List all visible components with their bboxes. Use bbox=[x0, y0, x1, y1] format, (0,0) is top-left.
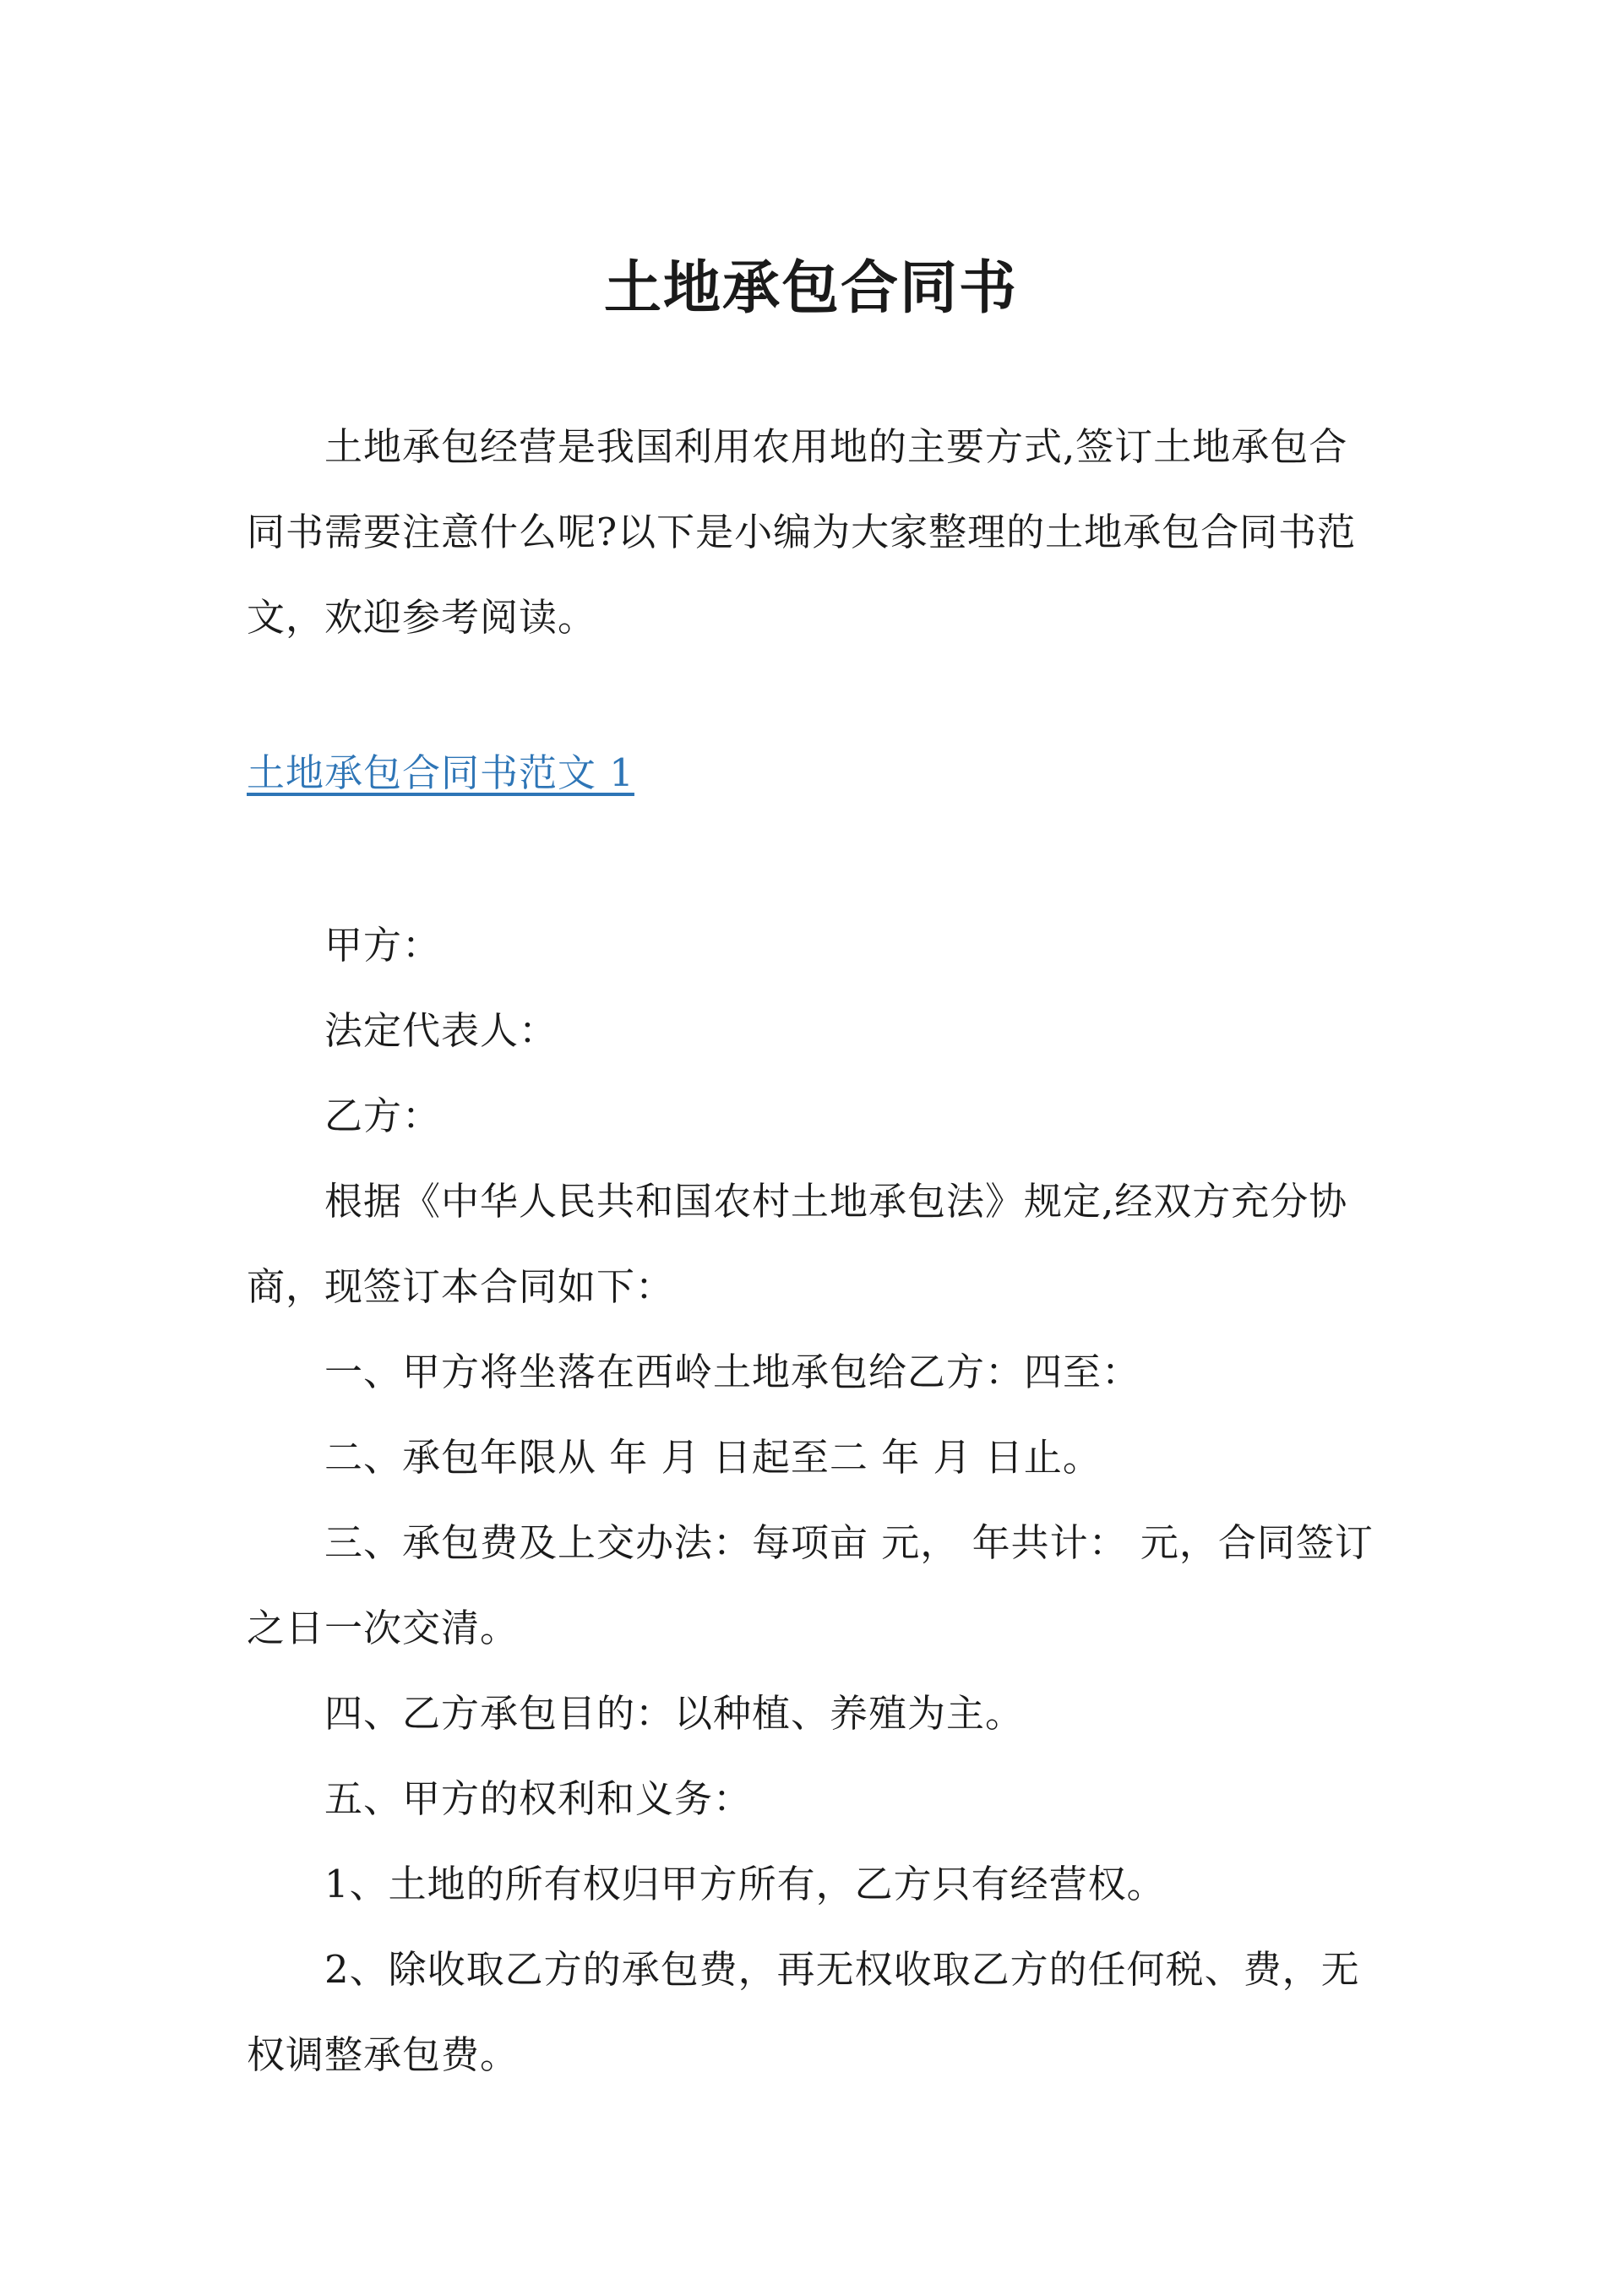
clause-1: 一、甲方将坐落在西岭土地承包给乙方：四至： bbox=[324, 1350, 1141, 1394]
intro-paragraph: 土地承包经营是我国利用农用地的主要方式,签订土地承包合同书需要注意什么呢?以下是小编为大家整理的土地承包合同书范文，欢迎参考阅读。 bbox=[247, 424, 1357, 640]
clause-5: 五、甲方的权利和义务： bbox=[324, 1776, 753, 1821]
legal-representative-line: 法定代表人： bbox=[324, 1008, 558, 1053]
document-title: 土地承包合同书 bbox=[603, 254, 1018, 322]
clause-5-item-1: 1、土地的所有权归甲方所有，乙方只有经营权。 bbox=[324, 1862, 1166, 1906]
party-b-line: 乙方： bbox=[324, 1093, 442, 1138]
contract-body bbox=[247, 903, 1379, 2097]
clause-3: 三、承包费及上交办法：每项亩 元， 年共计： 元，合同签订之日一次交清。 bbox=[247, 1520, 1374, 1650]
clause-5-item-2: 2、除收取乙方的承包费，再无权收取乙方的任何税、费，无权调整承包费。 bbox=[247, 1947, 1360, 2077]
clause-4: 四、乙方承包目的：以种植、养殖为主。 bbox=[324, 1691, 1025, 1736]
clause-2: 二、承包年限从 年 月 日起至二 年 月 日止。 bbox=[324, 1435, 1102, 1480]
section-link-sample-1[interactable]: 土地承包合同书范文 1 bbox=[247, 750, 634, 795]
party-a-line: 甲方： bbox=[324, 923, 442, 968]
legal-basis-paragraph: 根据《中华人民共和国农村土地承包法》规定,经双方充分协商，现签订本合同如下： bbox=[247, 1179, 1348, 1309]
